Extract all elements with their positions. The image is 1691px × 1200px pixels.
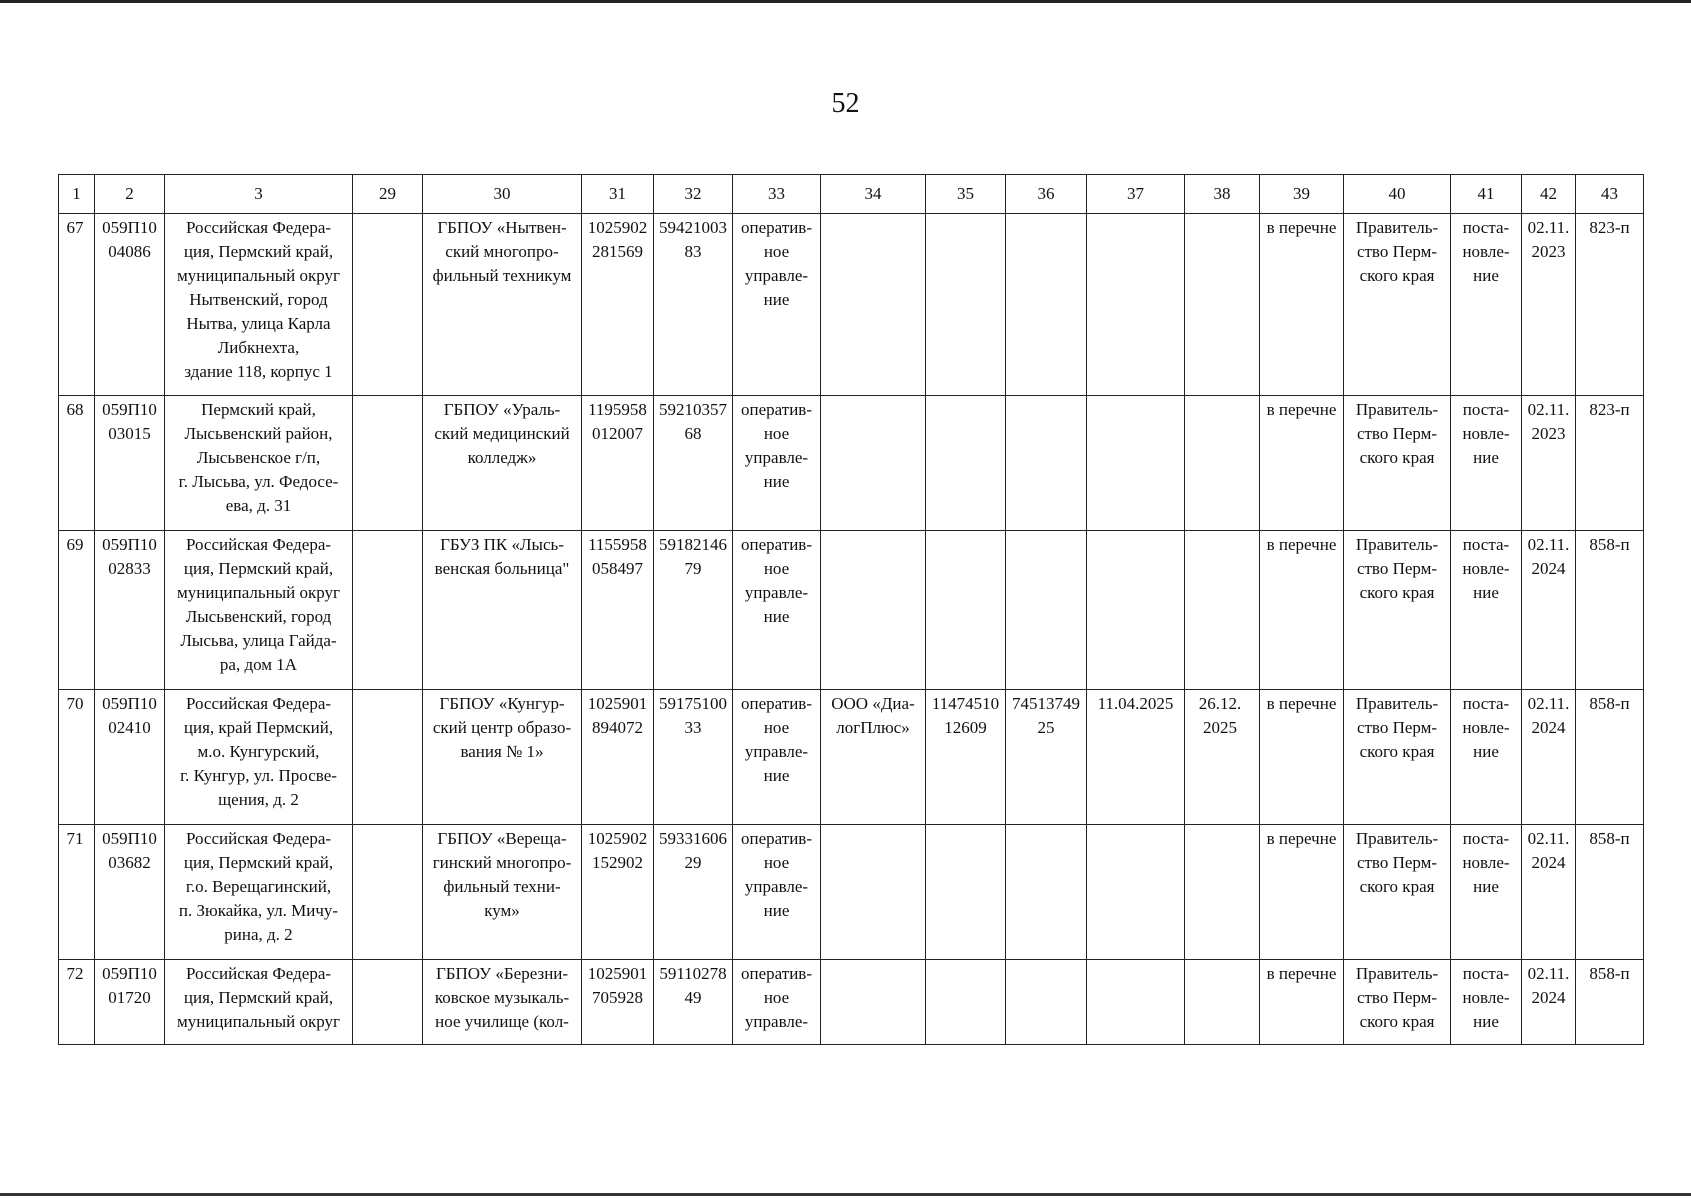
ogrn: 1025902 152902: [582, 825, 654, 960]
tenant-inn: [1006, 396, 1087, 531]
act-type: поста- новле- ние: [1451, 214, 1522, 396]
address: Российская Федера- ция, Пермский край, муниципальный округ Лысьвенский, город Лысьва, улица Гайда- ра, дом 1А: [165, 531, 353, 690]
list-status: в перечне: [1260, 960, 1344, 1045]
act-date: 02.11. 2024: [1522, 825, 1576, 960]
header-cell: 43: [1576, 175, 1644, 214]
tenant-inn: [1006, 825, 1087, 960]
act-number: 858-п: [1576, 690, 1644, 825]
tenant-name: [821, 396, 926, 531]
ogrn: 1025902 281569: [582, 214, 654, 396]
header-cell: 30: [423, 175, 582, 214]
act-date: 02.11. 2024: [1522, 531, 1576, 690]
contract-end: [1185, 825, 1260, 960]
contract-start: [1087, 214, 1185, 396]
header-cell: 36: [1006, 175, 1087, 214]
act-type: поста- новле- ние: [1451, 396, 1522, 531]
tenant-inn: [1006, 531, 1087, 690]
cell-29: [353, 960, 423, 1045]
tenant-name: [821, 214, 926, 396]
right-type: оператив- ное управле- ние: [733, 214, 821, 396]
table-row: [59, 396, 1644, 531]
authority: Правитель- ство Перм- ского края: [1344, 690, 1451, 825]
registry-number: 059П10 04086: [95, 214, 165, 396]
tenant-inn: [1006, 214, 1087, 396]
tenant-name: ООО «Диа- логПлюс»: [821, 690, 926, 825]
tenant-name: [821, 960, 926, 1045]
act-date: 02.11. 2023: [1522, 214, 1576, 396]
header-cell: 35: [926, 175, 1006, 214]
list-status: в перечне: [1260, 825, 1344, 960]
contract-end: [1185, 214, 1260, 396]
act-number: 823-п: [1576, 396, 1644, 531]
table-row: [59, 825, 1644, 960]
tenant-ogrn: [926, 214, 1006, 396]
header-cell: 3: [165, 175, 353, 214]
list-status: в перечне: [1260, 214, 1344, 396]
ogrn: 1195958 012007: [582, 396, 654, 531]
cell-29: [353, 396, 423, 531]
holder-name: ГБПОУ «Ураль- ский медицинский колледж»: [423, 396, 582, 531]
scan-edge-top: [0, 0, 1691, 3]
tenant-ogrn: [926, 396, 1006, 531]
tenant-name: [821, 531, 926, 690]
act-date: 02.11. 2024: [1522, 690, 1576, 825]
row-number: 67: [59, 214, 95, 396]
header-cell: 41: [1451, 175, 1522, 214]
tenant-ogrn: 11474510 12609: [926, 690, 1006, 825]
holder-name: ГБПОУ «Вереща- гинский многопро- фильный техни- кум»: [423, 825, 582, 960]
table-row: [59, 960, 1644, 1045]
inn: 59182146 79: [654, 531, 733, 690]
tenant-inn: [1006, 960, 1087, 1045]
registry-number: 059П10 02410: [95, 690, 165, 825]
header-cell: 40: [1344, 175, 1451, 214]
act-type: поста- новле- ние: [1451, 825, 1522, 960]
row-number: 72: [59, 960, 95, 1045]
table-row: [59, 690, 1644, 825]
registry-number: 059П10 02833: [95, 531, 165, 690]
contract-start: [1087, 531, 1185, 690]
row-number: 68: [59, 396, 95, 531]
tenant-name: [821, 825, 926, 960]
address: Российская Федера- ция, Пермский край, г.о. Верещагинский, п. Зюкайка, ул. Мичу- рина, д. 2: [165, 825, 353, 960]
tenant-ogrn: [926, 960, 1006, 1045]
address: Российская Федера- ция, Пермский край, муниципальный округ Нытвенский, город Нытва, улица Карла Либкнехта, здание 118, корпус 1: [165, 214, 353, 396]
row-number: 69: [59, 531, 95, 690]
contract-start: 11.04.2025: [1087, 690, 1185, 825]
right-type: оператив- ное управле- ние: [733, 396, 821, 531]
authority: Правитель- ство Перм- ского края: [1344, 531, 1451, 690]
header-row: [59, 175, 1644, 214]
inn: 59175100 33: [654, 690, 733, 825]
register-table: [58, 174, 1644, 1045]
address: Российская Федера- ция, край Пермский, м.о. Кунгурский, г. Кунгур, ул. Просве- щения, д. 2: [165, 690, 353, 825]
registry-number: 059П10 03682: [95, 825, 165, 960]
cell-29: [353, 214, 423, 396]
header-cell: 39: [1260, 175, 1344, 214]
row-number: 71: [59, 825, 95, 960]
holder-name: ГБПОУ «Кунгур- ский центр образо- вания № 1»: [423, 690, 582, 825]
act-type: поста- новле- ние: [1451, 960, 1522, 1045]
ogrn: 1155958 058497: [582, 531, 654, 690]
table-row: [59, 214, 1644, 396]
list-status: в перечне: [1260, 396, 1344, 531]
act-number: 823-п: [1576, 214, 1644, 396]
authority: Правитель- ство Перм- ского края: [1344, 960, 1451, 1045]
address: Пермский край, Лысьвенский район, Лысьвенское г/п, г. Лысьва, ул. Федосе- ева, д. 31: [165, 396, 353, 531]
registry-number: 059П10 03015: [95, 396, 165, 531]
authority: Правитель- ство Перм- ского края: [1344, 825, 1451, 960]
header-cell: 29: [353, 175, 423, 214]
holder-name: ГБУЗ ПК «Лысь- венская больница": [423, 531, 582, 690]
inn: 59210357 68: [654, 396, 733, 531]
address: Российская Федера- ция, Пермский край, муниципальный округ: [165, 960, 353, 1045]
act-date: 02.11. 2023: [1522, 396, 1576, 531]
act-type: поста- новле- ние: [1451, 690, 1522, 825]
contract-start: [1087, 825, 1185, 960]
act-number: 858-п: [1576, 825, 1644, 960]
header-cell: 31: [582, 175, 654, 214]
contract-end: 26.12. 2025: [1185, 690, 1260, 825]
inn: 59331606 29: [654, 825, 733, 960]
contract-end: [1185, 960, 1260, 1045]
tenant-ogrn: [926, 825, 1006, 960]
inn: 59421003 83: [654, 214, 733, 396]
header-cell: 42: [1522, 175, 1576, 214]
scan-edge-bottom: [0, 1193, 1691, 1196]
table-row: [59, 531, 1644, 690]
cell-29: [353, 690, 423, 825]
header-cell: 32: [654, 175, 733, 214]
contract-end: [1185, 396, 1260, 531]
list-status: в перечне: [1260, 690, 1344, 825]
header-cell: 34: [821, 175, 926, 214]
authority: Правитель- ство Перм- ского края: [1344, 214, 1451, 396]
header-cell: 37: [1087, 175, 1185, 214]
act-number: 858-п: [1576, 531, 1644, 690]
header-cell: 38: [1185, 175, 1260, 214]
list-status: в перечне: [1260, 531, 1344, 690]
authority: Правитель- ство Перм- ского края: [1344, 396, 1451, 531]
right-type: оператив- ное управле- ние: [733, 531, 821, 690]
contract-start: [1087, 960, 1185, 1045]
inn: 59110278 49: [654, 960, 733, 1045]
registry-number: 059П10 01720: [95, 960, 165, 1045]
header-cell: 2: [95, 175, 165, 214]
act-date: 02.11. 2024: [1522, 960, 1576, 1045]
right-type: оператив- ное управле- ние: [733, 825, 821, 960]
tenant-ogrn: [926, 531, 1006, 690]
page-number: 52: [831, 88, 860, 119]
contract-end: [1185, 531, 1260, 690]
contract-start: [1087, 396, 1185, 531]
header-cell: 1: [59, 175, 95, 214]
holder-name: ГБПОУ «Нытвен- ский многопро- фильный техникум: [423, 214, 582, 396]
holder-name: ГБПОУ «Березни- ковское музыкаль- ное училище (кол-: [423, 960, 582, 1045]
cell-29: [353, 531, 423, 690]
header-cell: 33: [733, 175, 821, 214]
cell-29: [353, 825, 423, 960]
tenant-inn: 74513749 25: [1006, 690, 1087, 825]
right-type: оператив- ное управле- ние: [733, 690, 821, 825]
ogrn: 1025901 894072: [582, 690, 654, 825]
act-number: 858-п: [1576, 960, 1644, 1045]
ogrn: 1025901 705928: [582, 960, 654, 1045]
row-number: 70: [59, 690, 95, 825]
right-type: оператив- ное управле-: [733, 960, 821, 1045]
act-type: поста- новле- ние: [1451, 531, 1522, 690]
